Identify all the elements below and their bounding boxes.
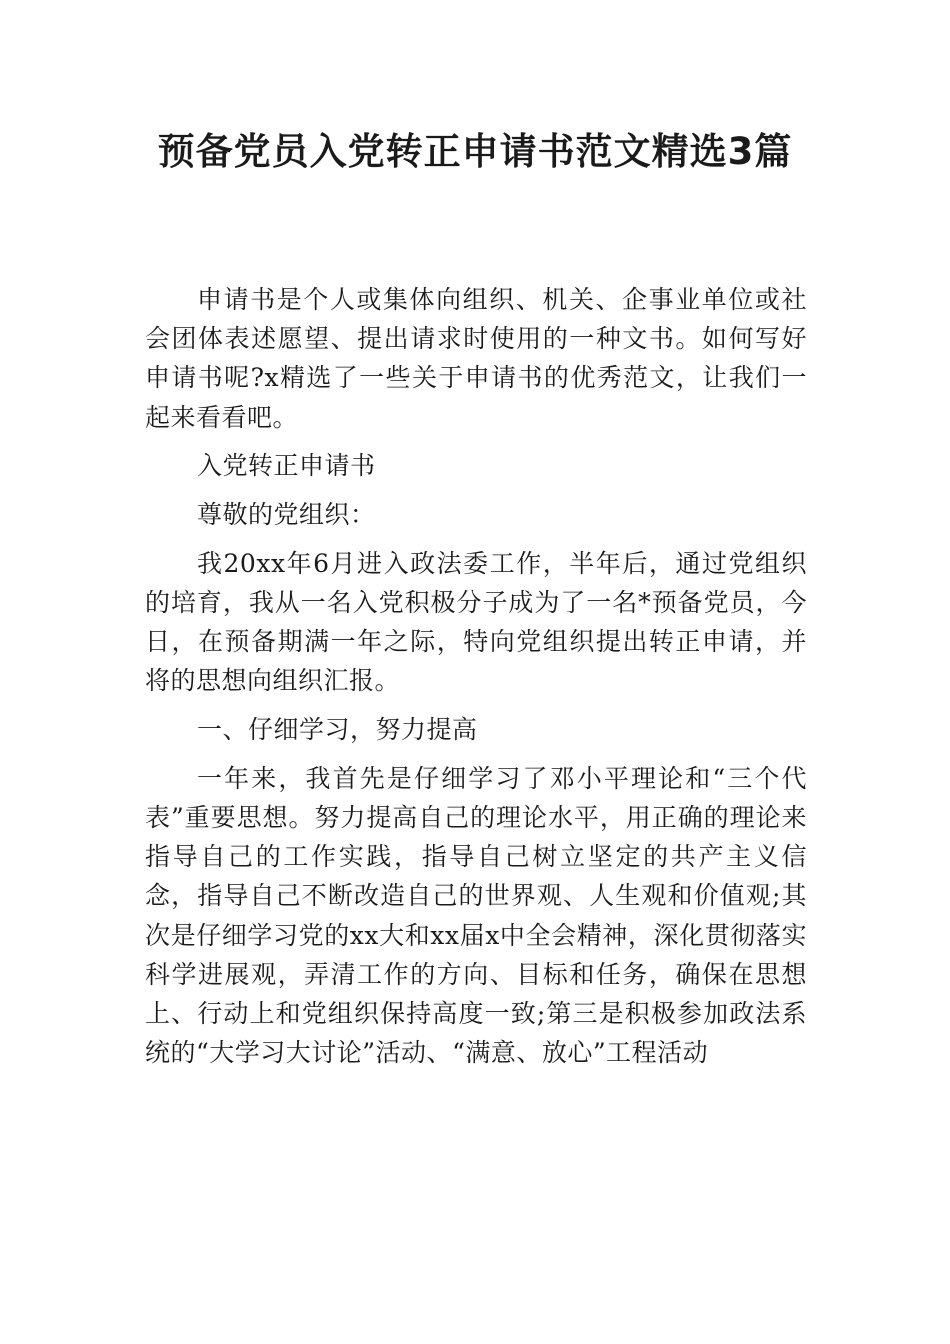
paragraph-heading: 入党转正申请书	[197, 451, 376, 481]
paragraph-salutation: 尊敬的党组织：	[197, 500, 376, 530]
document-body	[145, 280, 807, 1082]
paragraph-opening: 我20xx年6月进入政法委工作，半年后，通过党组织的培育，我从一名入党积极分子成为了一名*预备党员，今日，在预备期满一年之际，特向党组织提出转正申请，并将的思想向组织汇报。	[145, 548, 807, 696]
paragraph-intro: 申请书是个人或集体向组织、机关、企事业单位或社会团体表述愿望、提出请求时使用的一种文书。如何写好申请书呢?x精选了一些关于申请书的优秀范文，让我们一起来看看吧。	[145, 285, 807, 432]
paragraph-section-heading: 一、仔细学习，努力提高	[197, 715, 478, 745]
paragraph-section-body: 一年来，我首先是仔细学习了邓小平理论和“三个代表”重要思想。努力提高自己的理论水平，用正确的理论来指导自己的工作实践，指导自己树立坚定的共产主义信念，指导自己不断改造自己的世界观、人生观和价值观;其次是仔细学习党的xx大和xx届x中全会精神，深化贯彻落实科学进展观，弄清工作的方向、目标和任务，确保在思想上、行动上和党组织保持高度一致;第三是积极参加政法系统的“大学习大讨论”活动、“满意、放心”工程活动	[145, 763, 807, 1068]
document-title: 预备党员入党转正申请书范文精选3篇	[157, 130, 793, 173]
